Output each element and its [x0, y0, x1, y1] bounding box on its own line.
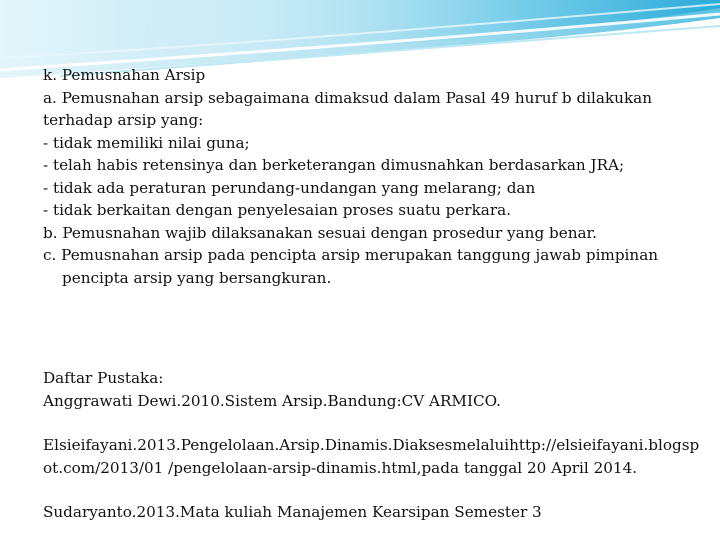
bullet-item: - tidak memiliki nilai guna; — [43, 133, 250, 152]
section-title: k. Pemusnahan Arsip — [43, 66, 206, 84]
references-heading: Daftar Pustaka: — [43, 369, 164, 387]
bullet-item: - tidak ada peraturan perundang-undangan yang melarang; dan — [43, 178, 536, 197]
reference-entry-continued: ot.com/2013/01 /pengelolaan-arsip-dinamis.html,pada tanggal 20 April 2014. — [43, 458, 638, 477]
bullet-item: - telah habis retensinya dan berketerangan dimusnahkan berdasarkan JRA; — [43, 156, 625, 174]
references-section — [43, 367, 708, 524]
reference-entry: Anggrawati Dewi.2010.Sistem Arsip.Bandung:CV ARMICO. — [43, 391, 501, 410]
body-line: c. Pemusnahan arsip pada pencipta arsip merupakan tanggung jawab pimpinan — [43, 246, 659, 264]
reference-entry: Elsieifayani.2013.Pengelolaan.Arsip.Dinamis.Diaksesmelaluihttp://elsieifayani.blogsp — [43, 436, 700, 454]
slide-body — [43, 64, 703, 289]
body-line: pencipta arsip yang bersangkuran. — [62, 268, 332, 287]
body-line: a. Pemusnahan arsip sebagaimana dimaksud dalam Pasal 49 huruf b dilakukan — [43, 88, 652, 107]
reference-entry: Sudaryanto.2013.Mata kuliah Manajemen Kearsipan Semester 3 — [43, 503, 542, 521]
body-line: b. Pemusnahan wajib dilaksanakan sesuai dengan prosedur yang benar. — [43, 223, 597, 242]
bullet-item: - tidak berkaitan dengan penyelesaian proses suatu perkara. — [43, 201, 511, 219]
body-line: terhadap arsip yang: — [43, 111, 204, 129]
